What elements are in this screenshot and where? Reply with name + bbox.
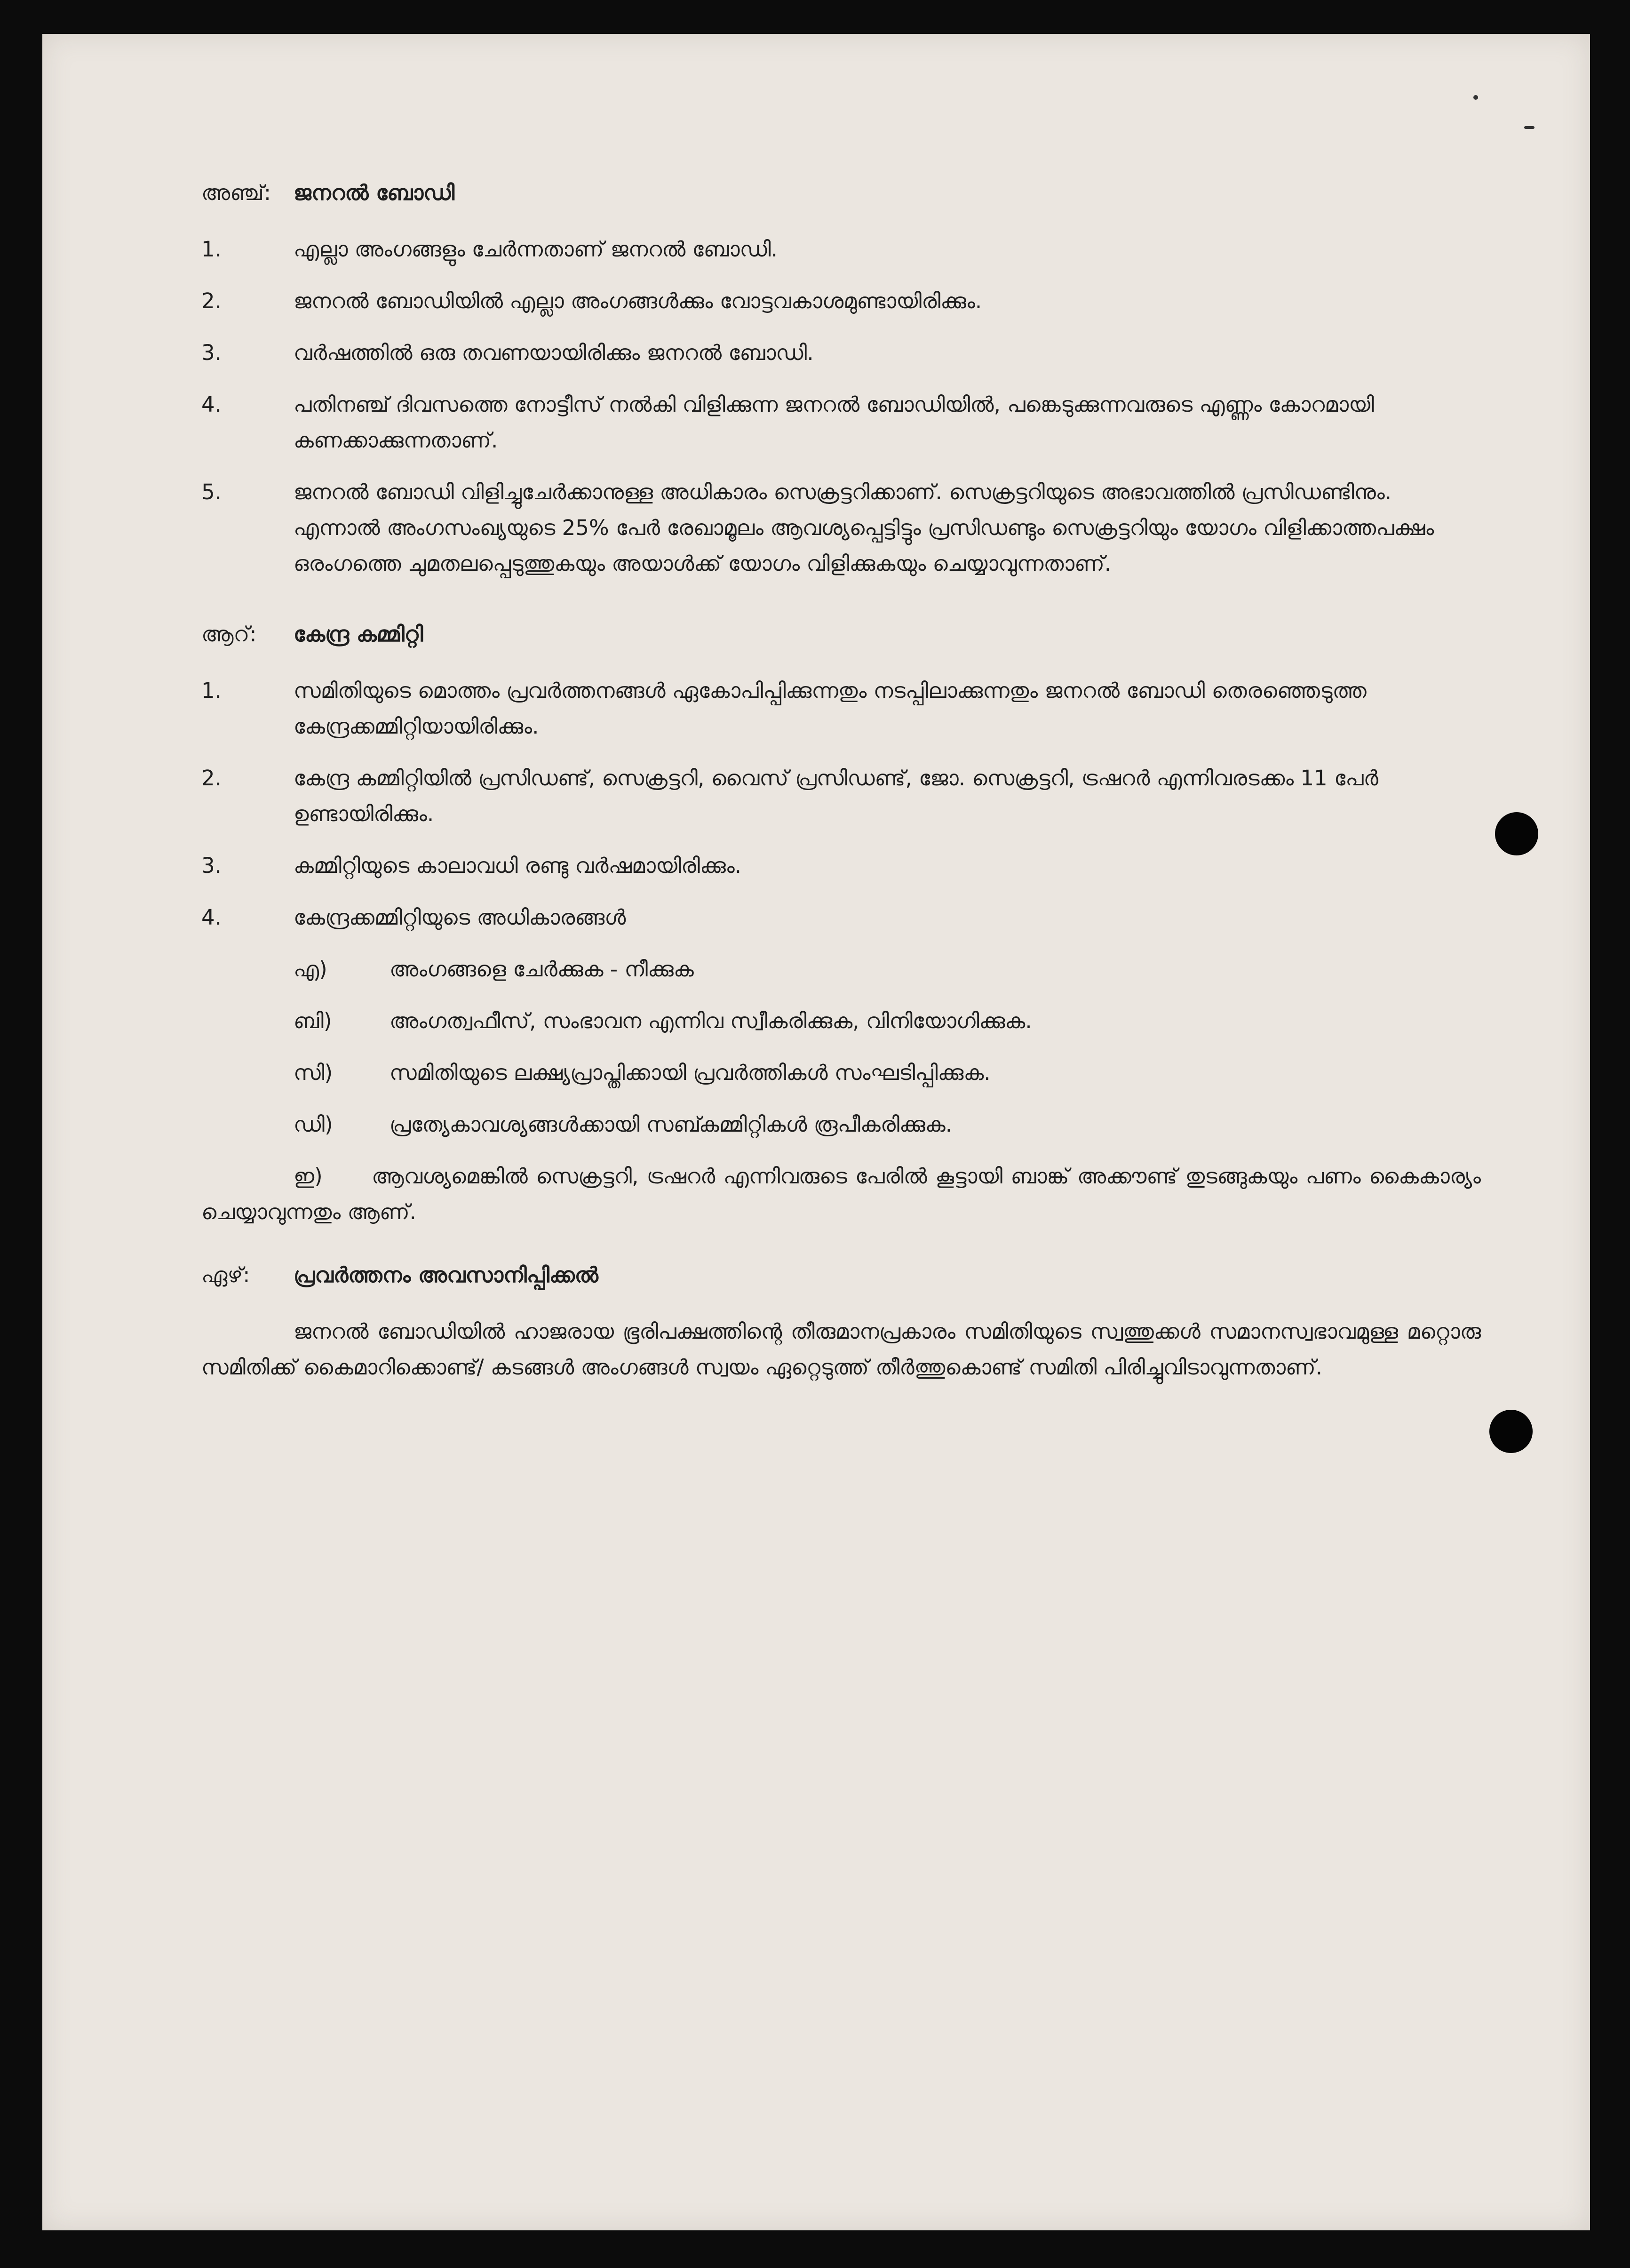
sub-item-text: പ്രത്യേകാവശ്യങ്ങൾക്കായി സബ്കമ്മിറ്റികൾ രൂപീകരിക്കുക. [390, 1112, 952, 1137]
item-text: കേന്ദ്രക്കമ്മിറ്റിയുടെ അധികാരങ്ങൾ [294, 905, 626, 930]
paragraph: ജനറൽ ബോഡിയിൽ ഹാജരായ ഭൂരിപക്ഷത്തിന്റെ തീരുമാനപ്രകാരം സമിതിയുടെ സ്വത്തുക്കൾ സമാനസ്വഭാവമുള്ള മറ്റൊരു സമിതിക്ക് കൈമാറിക്കൊണ്ട്/ കടങ്ങൾ അംഗങ്ങൾ സ്വയം ഏറ്റെടുത്ത് തീർത്തുകൊണ്ട് സമിതി പിരിച്ചുവിടാവുന്നതാണ്. [201, 1319, 1481, 1380]
item-text: വർഷത്തിൽ ഒരു തവണയായിരിക്കും ജനറൽ ബോഡി. [294, 340, 814, 365]
sub-item-text: അംഗങ്ങളെ ചേർക്കുക - നീക്കുക [390, 957, 694, 982]
item-number: 3. [201, 853, 222, 878]
section-title: പ്രവർത്തനം അവസാനിപ്പിക്കൽ [294, 1262, 598, 1287]
sub-item-label: ബി) [294, 1008, 332, 1033]
list-item [201, 474, 1481, 582]
paragraph: ഇ) ആവശ്യമെങ്കിൽ സെക്രട്ടറി, ട്രഷറർ എന്നിവരുടെ പേരിൽ കൂട്ടായി ബാങ്ക് അക്കൗണ്ട് തുടങ്ങുകയും പണം കൈകാര്യം ചെയ്യാവുന്നതും ആണ്. [201, 1164, 1488, 1224]
item-text: കേന്ദ്ര കമ്മിറ്റിയിൽ പ്രസിഡണ്ട്, സെക്രട്ടറി, വൈസ് പ്രസിഡണ്ട്, ജോ. സെക്രട്ടറി, ട്രഷറർ എന്നിവരടക്കം 11 പേർ ഉണ്ടായിരിക്കും. [294, 766, 1379, 826]
item-number: 3. [201, 340, 222, 365]
sub-item-label: ഡി) [294, 1112, 333, 1137]
sub-item [201, 1107, 1481, 1142]
list-item [201, 387, 1481, 458]
list-item [201, 848, 1481, 884]
list-item [201, 232, 1481, 267]
sub-item-text: സമിതിയുടെ ലക്ഷ്യപ്രാപ്തിക്കായി പ്രവർത്തികൾ സംഘടിപ്പിക്കുക. [390, 1060, 991, 1085]
punch-hole [1495, 812, 1538, 855]
list-item [201, 283, 1481, 319]
section-heading [201, 616, 1481, 652]
document-body [201, 175, 1488, 1413]
sub-item [201, 1055, 1481, 1091]
item-number: 2. [201, 766, 222, 791]
section-number: ആറ്: [201, 622, 257, 647]
list-item [201, 673, 1481, 744]
paper-speck [1473, 95, 1478, 100]
sub-item [201, 1003, 1481, 1039]
item-number: 1. [201, 237, 222, 262]
sub-item-label: എ) [294, 957, 327, 982]
item-text: ജനറൽ ബോഡിയിൽ എല്ലാ അംഗങ്ങൾക്കും വോട്ടവകാശമുണ്ടായിരിക്കും. [294, 288, 982, 313]
section-heading [201, 175, 1481, 211]
sub-item-label: സി) [294, 1060, 333, 1085]
section-number: ഏഴ്: [201, 1262, 250, 1287]
item-text: പതിനഞ്ച് ദിവസത്തെ നോട്ടീസ് നൽകി വിളിക്കുന്ന ജനറൽ ബോഡിയിൽ, പങ്കെടുക്കുന്നവരുടെ എണ്ണം കോറമായി കണക്കാക്കുന്നതാണ്. [294, 392, 1374, 453]
item-number: 4. [201, 392, 222, 417]
document-page [42, 34, 1590, 2230]
list-item [201, 335, 1481, 371]
list-item [201, 760, 1481, 832]
sub-item [201, 951, 1481, 987]
punch-hole [1489, 1410, 1533, 1453]
list-item [201, 900, 1481, 935]
section-title: ജനറൽ ബോഡി [294, 180, 455, 205]
section-number: അഞ്ച്: [201, 180, 271, 205]
item-text: കമ്മിറ്റിയുടെ കാലാവധി രണ്ടു വർഷമായിരിക്കും. [294, 853, 741, 878]
section-gap [201, 598, 1481, 616]
section-title: കേന്ദ്ര കമ്മിറ്റി [294, 622, 423, 647]
item-number: 2. [201, 288, 222, 313]
item-number: 5. [201, 479, 222, 504]
paper-speck [1524, 126, 1535, 129]
item-text: സമിതിയുടെ മൊത്തം പ്രവർത്തനങ്ങൾ ഏകോപിപ്പിക്കുന്നതും നടപ്പിലാക്കുന്നതും ജനറൽ ബോഡി തെരഞ്ഞെടുത്ത കേന്ദ്രക്കമ്മിറ്റിയായിരിക്കും. [294, 678, 1367, 739]
item-number: 4. [201, 905, 222, 930]
section-heading [201, 1257, 1481, 1293]
item-text: എല്ലാ അംഗങ്ങളും ചേർന്നതാണ് ജനറൽ ബോഡി. [294, 237, 778, 262]
sub-item-text: അംഗത്വഫീസ്, സംഭാവന എന്നിവ സ്വീകരിക്കുക, വിനിയോഗിക്കുക. [390, 1008, 1032, 1033]
item-text: ജനറൽ ബോഡി വിളിച്ചുചേർക്കാനുള്ള അധികാരം സെക്രട്ടറിക്കാണ്. സെക്രട്ടറിയുടെ അഭാവത്തിൽ പ്രസിഡണ്ടിനും. എന്നാൽ അംഗസംഖ്യയുടെ 25% പേർ രേഖാമൂലം ആവശ്യപ്പെട്ടിട്ടും പ്രസിഡണ്ടും സെക്രട്ടറിയും യോഗം വിളിക്കാത്തപക്ഷം ഒരംഗത്തെ ചുമതലപ്പെടുത്തുകയും അയാൾക്ക് യോഗം വിളിക്കുകയും ചെയ്യാവുന്നതാണ്. [294, 479, 1434, 576]
item-number: 1. [201, 678, 222, 703]
